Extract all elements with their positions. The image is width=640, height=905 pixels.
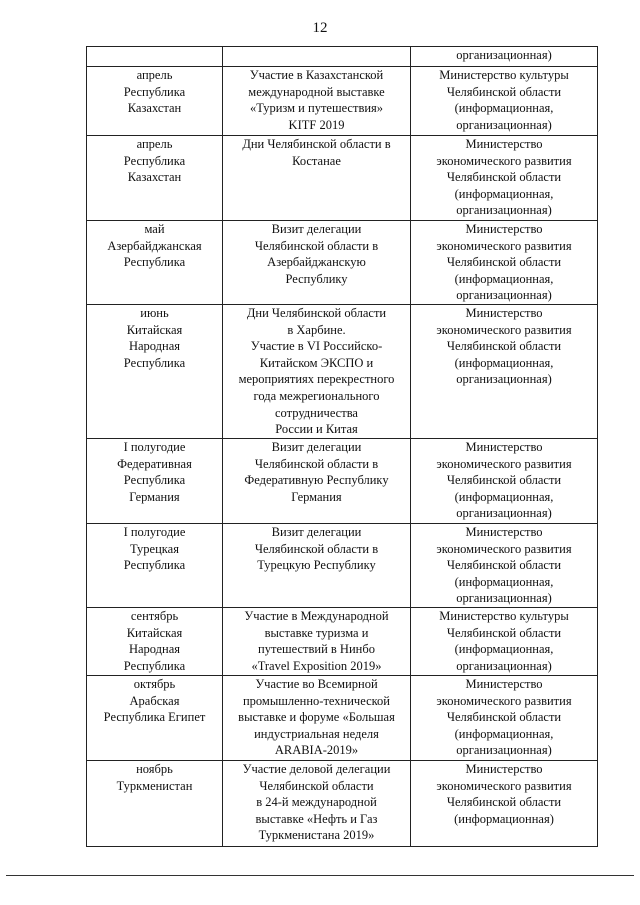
responsible-cell: Министерство экономического развития Челябинской области (информационная, организационная) bbox=[411, 305, 598, 439]
event-cell: Дни Челябинской области в Костанае bbox=[223, 136, 411, 221]
period-cell bbox=[87, 47, 223, 67]
period-cell: апрель Республика Казахстан bbox=[87, 136, 223, 221]
table-row bbox=[87, 221, 598, 305]
table-row bbox=[87, 676, 598, 761]
period-cell: апрель Республика Казахстан bbox=[87, 67, 223, 136]
table-row bbox=[87, 761, 598, 847]
event-cell: Участие деловой делегации Челябинской области в 24-й международной выставке «Нефть и Газ Туркменистана 2019» bbox=[223, 761, 411, 847]
responsible-cell: Министерство экономического развития Челябинской области (информационная, организационная) bbox=[411, 439, 598, 524]
period-cell: ноябрь Туркменистан bbox=[87, 761, 223, 847]
event-cell: Визит делегации Челябинской области в Федеративную Республику Германия bbox=[223, 439, 411, 524]
responsible-cell: Министерство экономического развития Челябинской области (информационная, организационная) bbox=[411, 221, 598, 305]
responsible-cell: Министерство экономического развития Челябинской области (информационная, организационная) bbox=[411, 524, 598, 608]
period-cell: октябрь Арабская Республика Египет bbox=[87, 676, 223, 761]
event-cell: Дни Челябинской области в Харбине. Участие в VI Российско- Китайском ЭКСПО и мероприятиях перекрестного года межрегионального сотрудничества России и Китая bbox=[223, 305, 411, 439]
table-row bbox=[87, 608, 598, 676]
table-row bbox=[87, 305, 598, 439]
event-cell: Участие в Казахстанской международной выставке «Туризм и путешествия» KITF 2019 bbox=[223, 67, 411, 136]
table-row bbox=[87, 67, 598, 136]
responsible-cell: Министерство культуры Челябинской области (информационная, организационная) bbox=[411, 67, 598, 136]
events-table bbox=[86, 46, 598, 847]
table-row bbox=[87, 524, 598, 608]
responsible-cell: Министерство экономического развития Челябинской области (информационная) bbox=[411, 761, 598, 847]
responsible-cell: Министерство экономического развития Челябинской области (информационная, организационная) bbox=[411, 136, 598, 221]
responsible-cell: Министерство культуры Челябинской области (информационная, организационная) bbox=[411, 608, 598, 676]
table-row bbox=[87, 439, 598, 524]
responsible-cell: организационная) bbox=[411, 47, 598, 67]
period-cell: май Азербайджанская Республика bbox=[87, 221, 223, 305]
period-cell: I полугодие Турецкая Республика bbox=[87, 524, 223, 608]
event-cell: Визит делегации Челябинской области в Турецкую Республику bbox=[223, 524, 411, 608]
period-cell: I полугодие Федеративная Республика Германия bbox=[87, 439, 223, 524]
event-cell: Визит делегации Челябинской области в Азербайджанскую Республику bbox=[223, 221, 411, 305]
event-cell: Участие в Международной выставке туризма и путешествий в Нинбо «Travel Exposition 2019» bbox=[223, 608, 411, 676]
page-number: 12 bbox=[312, 20, 328, 36]
page-bottom-divider bbox=[6, 875, 634, 876]
period-cell: июнь Китайская Народная Республика bbox=[87, 305, 223, 439]
period-cell: сентябрь Китайская Народная Республика bbox=[87, 608, 223, 676]
event-cell: Участие во Всемирной промышленно-технической выставке и форуме «Большая индустриальная неделя ARABIA-2019» bbox=[223, 676, 411, 761]
responsible-cell: Министерство экономического развития Челябинской области (информационная, организационная) bbox=[411, 676, 598, 761]
table-row bbox=[87, 136, 598, 221]
event-cell bbox=[223, 47, 411, 67]
table-row bbox=[87, 47, 598, 67]
